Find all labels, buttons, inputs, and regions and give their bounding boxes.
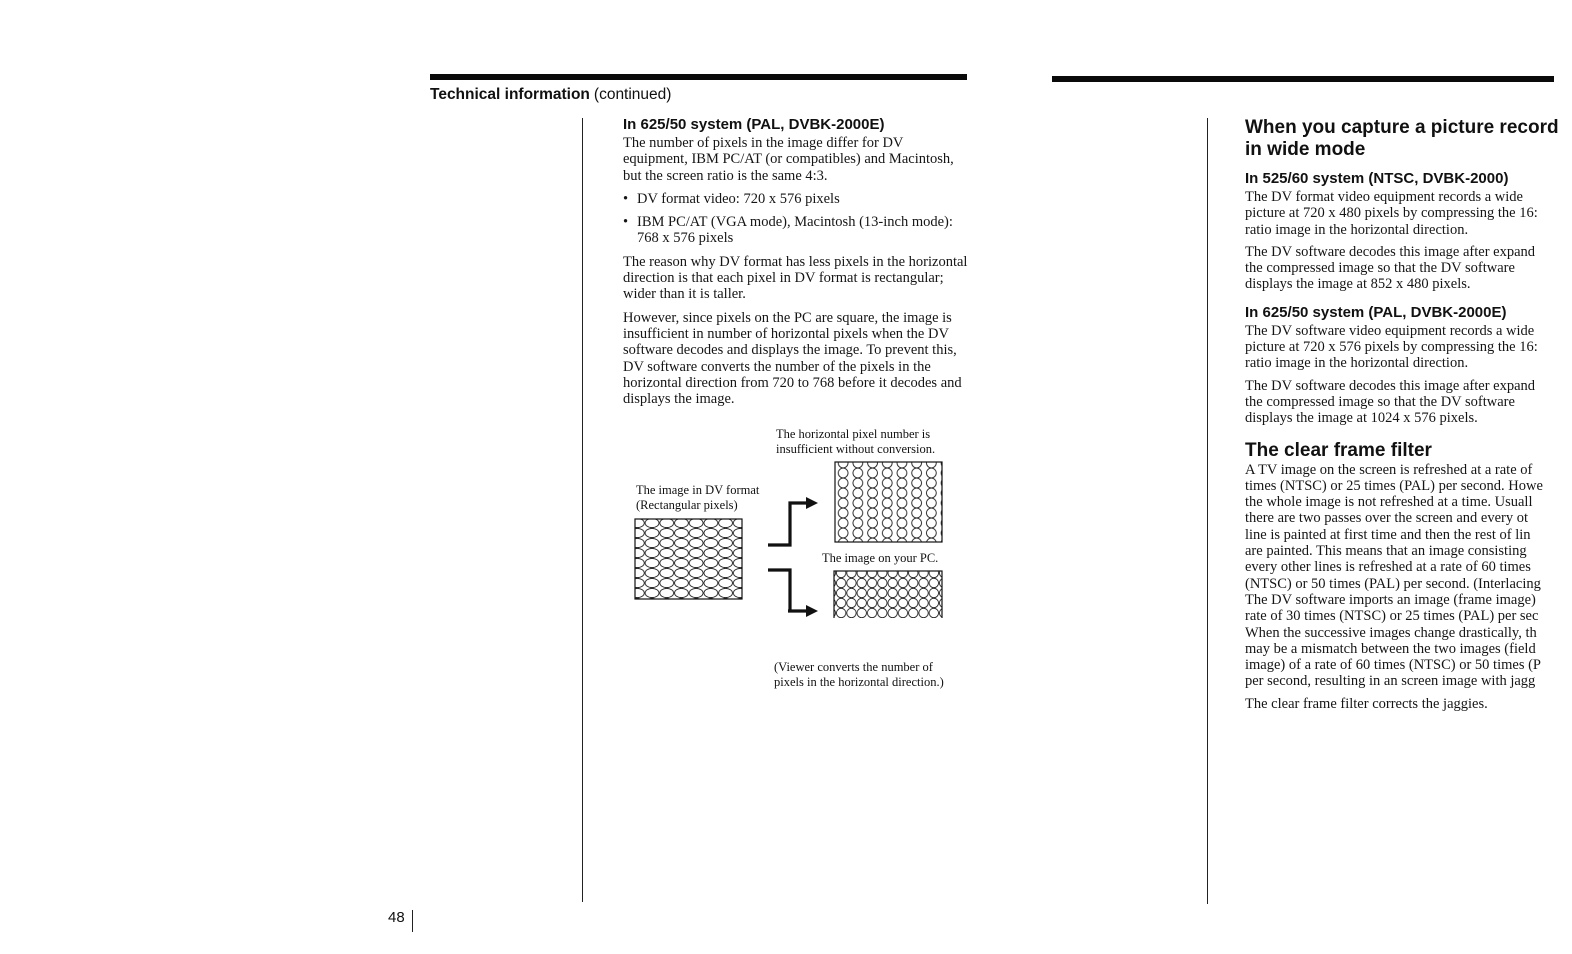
right-main-text [1245, 117, 1571, 712]
section-title [430, 86, 671, 104]
ntsc-paragraph-1 [1245, 189, 1571, 238]
heading-clear-frame-filter: The clear frame filter [1245, 439, 1432, 461]
ntsc-p1-line: ratio image in the horizontal direction. [1245, 221, 1469, 238]
ntsc-p2-line: the compressed image so that the DV software [1245, 260, 1515, 277]
clear-line: rate of 30 times (NTSC) or 25 times (PAL) per sec [1245, 608, 1539, 625]
bullet-pc-mac: • IBM PC/AT (VGA mode), Macintosh (13-inch mode): 768 x 576 pixels [623, 214, 968, 247]
reason-paragraph: The reason why DV format has less pixels in the horizontal direction is that each pixel in DV format is rectangular; wider than it is taller. [623, 253, 968, 303]
clear-line: When the successive images change drastically, th [1245, 624, 1537, 641]
clear-paragraph-2: The clear frame filter corrects the jaggies. [1245, 695, 1488, 712]
clear-paragraph-1 [1245, 462, 1571, 690]
clear-line: may be a mismatch between the two images (field [1245, 640, 1536, 657]
clear-line: A TV image on the screen is refreshed at a rate of [1245, 461, 1533, 478]
clear-line: image) of a rate of 60 times (NTSC) or 50 times (P [1245, 657, 1541, 674]
clear-line: times (NTSC) or 25 times (PAL) per second. Howe [1245, 477, 1543, 494]
pal-p1-line: ratio image in the horizontal direction. [1245, 355, 1469, 372]
pal-p2-line: the compressed image so that the DV software [1245, 393, 1515, 410]
diagram-caption-top: The horizontal pixel number is insufficient without conversion. [776, 427, 936, 456]
clear-line: per second, resulting in an screen image with jagg [1245, 673, 1536, 690]
page-number-divider [412, 910, 413, 932]
left-column-divider [582, 118, 583, 902]
ntsc-paragraph-2 [1245, 244, 1571, 293]
arrow-to-top-icon [768, 497, 818, 545]
clear-line: (NTSC) or 50 times (PAL) per second. (Interlacing [1245, 575, 1541, 592]
clear-line: there are two passes over the screen and every ot [1245, 510, 1529, 527]
ntsc-p1-line: The DV format video equipment records a wide [1245, 189, 1523, 205]
pal-p2-line: displays the image at 1024 x 576 pixels. [1245, 410, 1478, 427]
arrow-to-bottom-icon [768, 570, 790, 611]
diagram-caption-mid: The image on your PC. [822, 551, 939, 565]
dv-format-pixel-grid [635, 519, 742, 599]
section-title-text: Technical information [430, 86, 590, 103]
right-column-divider [1207, 118, 1208, 904]
intro-paragraph: The number of pixels in the image differ for DV equipment, IBM PC/AT (or compatibles) and Macintosh, but the screen ratio is the same 4:3. [623, 135, 954, 184]
pal-p2-line: The DV software decodes this image after expand [1245, 377, 1536, 394]
right-header-rule [1052, 76, 1554, 82]
insufficient-pixel-grid [835, 462, 942, 542]
clear-line: are painted. This means that an image consisting [1245, 543, 1527, 560]
clear-line: The DV software imports an image (frame image) [1245, 591, 1536, 608]
arrow-to-bottom-head-icon [788, 600, 828, 624]
ntsc-p2-line: The DV software decodes this image after expand [1245, 243, 1536, 260]
caption-rectangular-pixels: (Rectangular pixels) [636, 497, 738, 512]
caption-dv-format: The image in DV format [636, 483, 760, 497]
clear-line: the whole image is not refreshed at a time. Usuall [1245, 494, 1533, 511]
subheading-pal-right: In 625/50 system (PAL, DVBK-2000E) [1245, 303, 1507, 321]
pixel-bullet-list [623, 191, 968, 247]
pal-paragraph-1 [1245, 323, 1571, 372]
clear-line: every other lines is refreshed at a rate of 60 times [1245, 559, 1531, 576]
converted-pixel-grid [834, 571, 942, 618]
pal-paragraph-2 [1245, 378, 1571, 427]
page-number: 48 [388, 909, 405, 926]
heading-wide-line2: in wide mode [1245, 139, 1366, 160]
ntsc-p2-line: displays the image at 852 x 480 pixels. [1245, 276, 1471, 293]
pixel-conversion-diagram [630, 458, 950, 618]
bullet-dv-format: • DV format video: 720 x 576 pixels [623, 191, 968, 207]
subheading-pal: In 625/50 system (PAL, DVBK-2000E) [623, 116, 885, 133]
clear-line: line is painted at first time and then the rest of lin [1245, 526, 1531, 543]
left-main-text [623, 116, 968, 407]
heading-wide-line1: When you capture a picture record [1245, 117, 1559, 138]
pal-p1-line: The DV software video equipment records a wide [1245, 322, 1535, 339]
however-paragraph: However, since pixels on the PC are square, the image is insufficient in number of horizontal pixels when the DV software decodes and displays the image. To prevent this, DV software converts the number of the pixels in the horizontal direction from 720 to 768 before it decodes and displays the image. [623, 309, 962, 408]
section-title-suffix: (continued) [593, 86, 672, 103]
pal-p1-line: picture at 720 x 576 pixels by compressing the 16: [1245, 339, 1538, 356]
heading-wide-mode [1245, 117, 1571, 161]
diagram-caption-bottom: (Viewer converts the number of pixels in the horizontal direction.) [774, 660, 944, 689]
left-header-rule [430, 74, 967, 80]
subheading-ntsc: In 525/60 system (NTSC, DVBK-2000) [1245, 170, 1509, 187]
ntsc-p1-line: picture at 720 x 480 pixels by compressing the 16: [1245, 205, 1538, 222]
